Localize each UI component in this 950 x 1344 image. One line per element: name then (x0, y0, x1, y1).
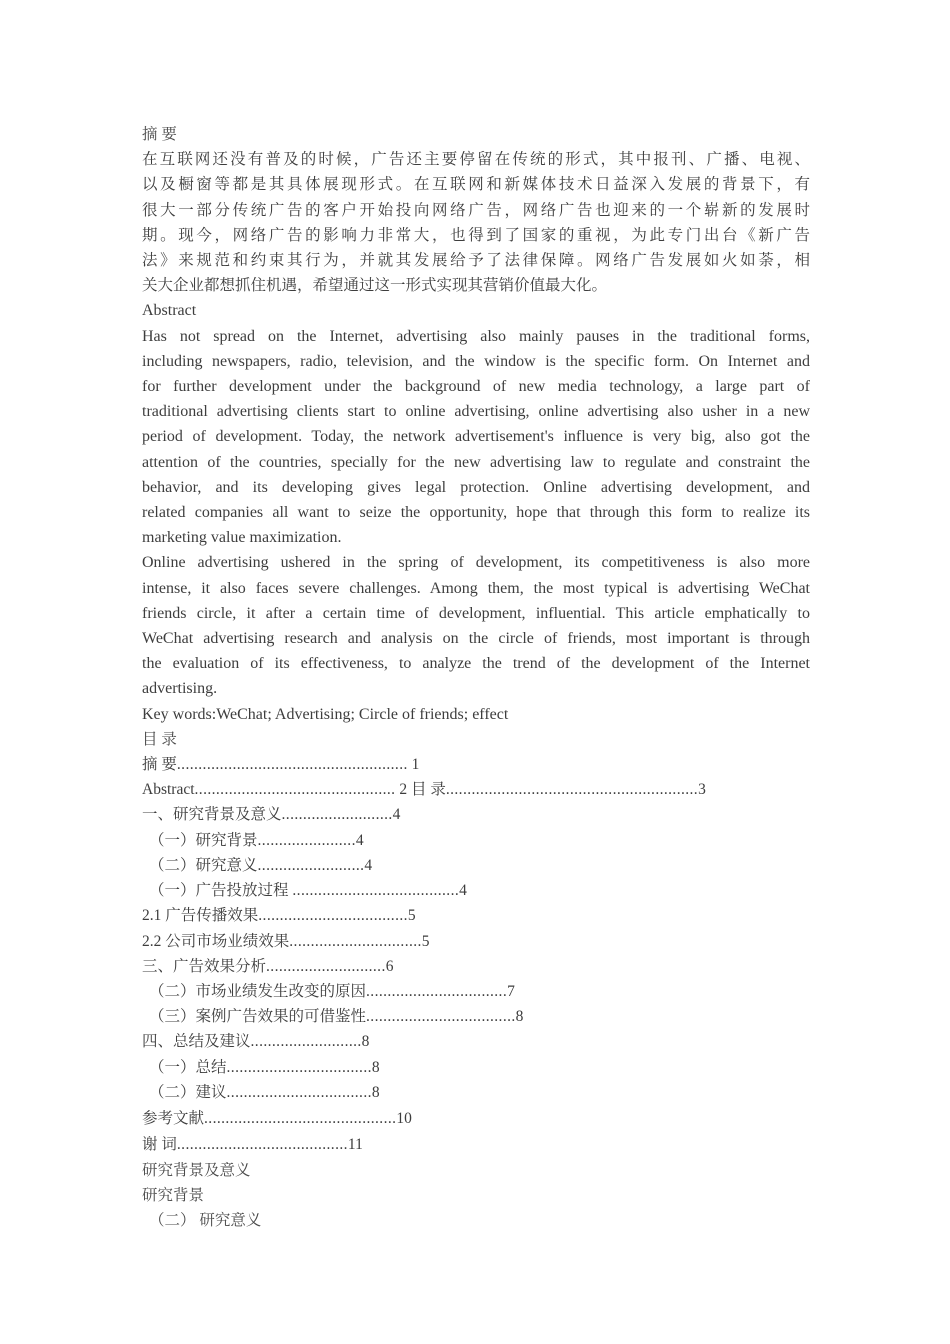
toc-entry-abstract-cn[interactable] (142, 752, 810, 777)
toc-leader-dots: ................................... (366, 1008, 516, 1026)
toc-entry-label: 参考文献 (142, 1110, 205, 1128)
toc-entry-page: 5 (407, 907, 416, 925)
abstract-en-line: Online advertising ushered in the spring of development, its competitiveness is also more (142, 554, 810, 572)
abstract-cn-body (142, 147, 810, 298)
abstract-cn-line: 期。现今，网络广告的影响力非常大，也得到了国家的重视，为此专门出台《新广告 (142, 226, 810, 244)
abstract-en-line: including newspapers, radio, television, and the window is the specific form. On Internet and (142, 352, 810, 370)
toc-entry-page: 5 (421, 932, 430, 950)
toc-entry-label: （一）广告投放过程 (149, 882, 293, 900)
toc-leader-dots: ............................... (289, 932, 422, 950)
toc-leader-dots: ................................... (258, 907, 408, 925)
toc-leader-dots: ....................................... (292, 882, 460, 900)
toc-entry-label: 三、广告效果分析 (142, 957, 267, 975)
toc-entry-page: 8 (361, 1033, 370, 1051)
abstract-en-paragraph-1 (142, 324, 810, 551)
abstract-cn-line: 关大企业都想抓住机遇，希望通过这一形式实现其营销价值最大化。 (142, 277, 608, 295)
abstract-en-line: marketing value maximization. (142, 529, 342, 547)
toc-entry-label: （一）总结 (149, 1058, 227, 1076)
toc-entry-label: （二）建议 (149, 1083, 227, 1101)
toc-entry-label: （二）研究意义 (149, 856, 258, 874)
toc-entry-label-secondary: 目 录 (407, 781, 446, 799)
toc-leader-dots: .................................. (226, 1083, 372, 1101)
toc-entry-page-secondary: 3 (698, 781, 706, 799)
toc-leader-dots: ....................... (257, 831, 356, 849)
toc-entry-references[interactable] (142, 1106, 810, 1132)
toc-entry-2-2-numbered[interactable] (142, 929, 810, 954)
abstract-en-line: the evaluation of its effectiveness, to analyze the trend of the development of the Internet (142, 655, 810, 673)
keywords-line: Key words:WeChat; Advertising; Circle of friends; effect (142, 705, 509, 723)
toc-entry-1-2[interactable] (142, 853, 810, 878)
abstract-en-heading: Abstract (142, 302, 197, 320)
body-heading-research-significance: （二） 研究意义 (149, 1212, 262, 1230)
abstract-en-line: friends circle, it after a certain time of development, influential. This article emphatically to (142, 604, 810, 622)
toc-entry-4-1[interactable] (142, 1055, 810, 1080)
toc-entry-page: 8 (371, 1058, 380, 1076)
body-heading-research-background-significance: 研究背景及意义 (142, 1162, 251, 1180)
toc-entry-acknowledgements[interactable] (142, 1132, 810, 1158)
abstract-en-line: behavior, and its developing gives legal protection. Online advertising development, and (142, 478, 810, 496)
toc-entry-page: 6 (385, 957, 394, 975)
abstract-en-line: for further development under the background of new media technology, a large part of (142, 378, 810, 396)
toc-entry-page: 4 (355, 831, 364, 849)
abstract-en-line: WeChat advertising research and analysis on the circle of friends, most important is through (142, 630, 810, 648)
abstract-cn-line: 很大一部分传统广告的客户开始投向网络广告，网络广告也迎来的一个崭新的发展时 (142, 201, 810, 219)
toc-entry-page: 10 (396, 1110, 412, 1128)
toc-entry-abstract-en[interactable] (142, 777, 810, 802)
toc-entry-page: 11 (347, 1136, 363, 1154)
abstract-cn-line: 在互联网还没有普及的时候，广告还主要停留在传统的形式，其中报刊、广播、电视、 (142, 151, 810, 169)
toc-leader-dots-secondary: ........................................................... (445, 781, 699, 799)
toc-entry-page: 4 (392, 806, 401, 824)
toc-leader-dots: ................................. (366, 982, 508, 1000)
abstract-en-line: advertising. (142, 680, 218, 698)
toc-entry-label: 谢 词 (142, 1136, 177, 1154)
abstract-en-paragraph-2 (142, 550, 810, 701)
abstract-en-line: related companies all want to seize the opportunity, hope that through this form to realize its (142, 504, 810, 522)
toc-entry-label: Abstract (142, 781, 195, 799)
toc-entry-chapter-3[interactable] (142, 954, 810, 979)
toc-entry-label: （一）研究背景 (149, 831, 258, 849)
page-content (142, 122, 810, 1234)
toc-entry-page: 4 (459, 882, 467, 900)
toc-entry-label: 2.1 广告传播效果 (142, 907, 259, 925)
toc-entry-page: 8 (371, 1083, 380, 1101)
abstract-cn-line: 以及橱窗等都是其具体展现形式。在互联网和新媒体技术日益深入发展的背景下，有 (142, 176, 810, 194)
toc-entry-label: 摘 要 (142, 756, 177, 774)
toc-entry-page: 4 (364, 856, 373, 874)
toc-entry-chapter-1[interactable] (142, 802, 810, 827)
toc-entry-3-3[interactable] (142, 1004, 810, 1029)
toc-entry-label: （三）案例广告效果的可借鉴性 (149, 1008, 367, 1026)
toc-entry-page: 8 (515, 1008, 524, 1026)
toc-entry-2-1-numbered[interactable] (142, 903, 810, 928)
toc-entry-label: 四、总结及建议 (142, 1033, 251, 1051)
toc-leader-dots: ............................................. (204, 1110, 397, 1128)
toc-leader-dots: ......................... (257, 856, 365, 874)
abstract-en-line: attention of the countries, specially for the new advertising law to regulate and constraint the (142, 453, 810, 471)
toc-entry-1-1[interactable] (142, 828, 810, 853)
table-of-contents (142, 727, 810, 1158)
toc-leader-dots: .......................... (250, 1033, 362, 1051)
toc-entry-4-2[interactable] (142, 1080, 810, 1105)
toc-leader-dots: ........................................ (176, 1136, 348, 1154)
toc-entry-3-2[interactable] (142, 979, 810, 1004)
abstract-cn-heading: 摘 要 (142, 126, 177, 143)
toc-entry-2-1[interactable] (142, 878, 810, 903)
toc-leader-dots: ............................................... (194, 781, 396, 799)
toc-entry-page: 2 (395, 781, 408, 799)
abstract-cn-line: 法》来规范和约束其行为，并就其发展给予了法律保障。网络广告发展如火如荼，相 (142, 252, 810, 270)
toc-title: 目 录 (142, 730, 177, 748)
abstract-en-line: intense, it also faces severe challenges. Among them, the most typical is advertising WeChat (142, 579, 810, 597)
abstract-en-line: traditional advertising clients start to online advertising, online advertising also usher in a new (142, 403, 810, 421)
body-heading-research-background: 研究背景 (142, 1187, 205, 1205)
toc-entry-label: （二）市场业绩发生改变的原因 (149, 982, 367, 1000)
toc-entry-page: 1 (407, 756, 420, 774)
abstract-en-line: period of development. Today, the network advertisement's influence is very big, also got the (142, 428, 810, 446)
toc-leader-dots: .................................. (226, 1058, 372, 1076)
toc-leader-dots: .......................... (281, 806, 393, 824)
toc-entry-label: 2.2 公司市场业绩效果 (142, 932, 290, 950)
toc-entry-chapter-4[interactable] (142, 1029, 810, 1054)
toc-entry-page: 7 (507, 982, 515, 1000)
abstract-en-line: Has not spread on the Internet, advertising also mainly pauses in the traditional forms, (142, 327, 810, 345)
toc-leader-dots: ...................................................... (176, 756, 408, 774)
toc-leader-dots: ............................ (266, 957, 386, 975)
toc-entry-label: 一、研究背景及意义 (142, 806, 282, 824)
